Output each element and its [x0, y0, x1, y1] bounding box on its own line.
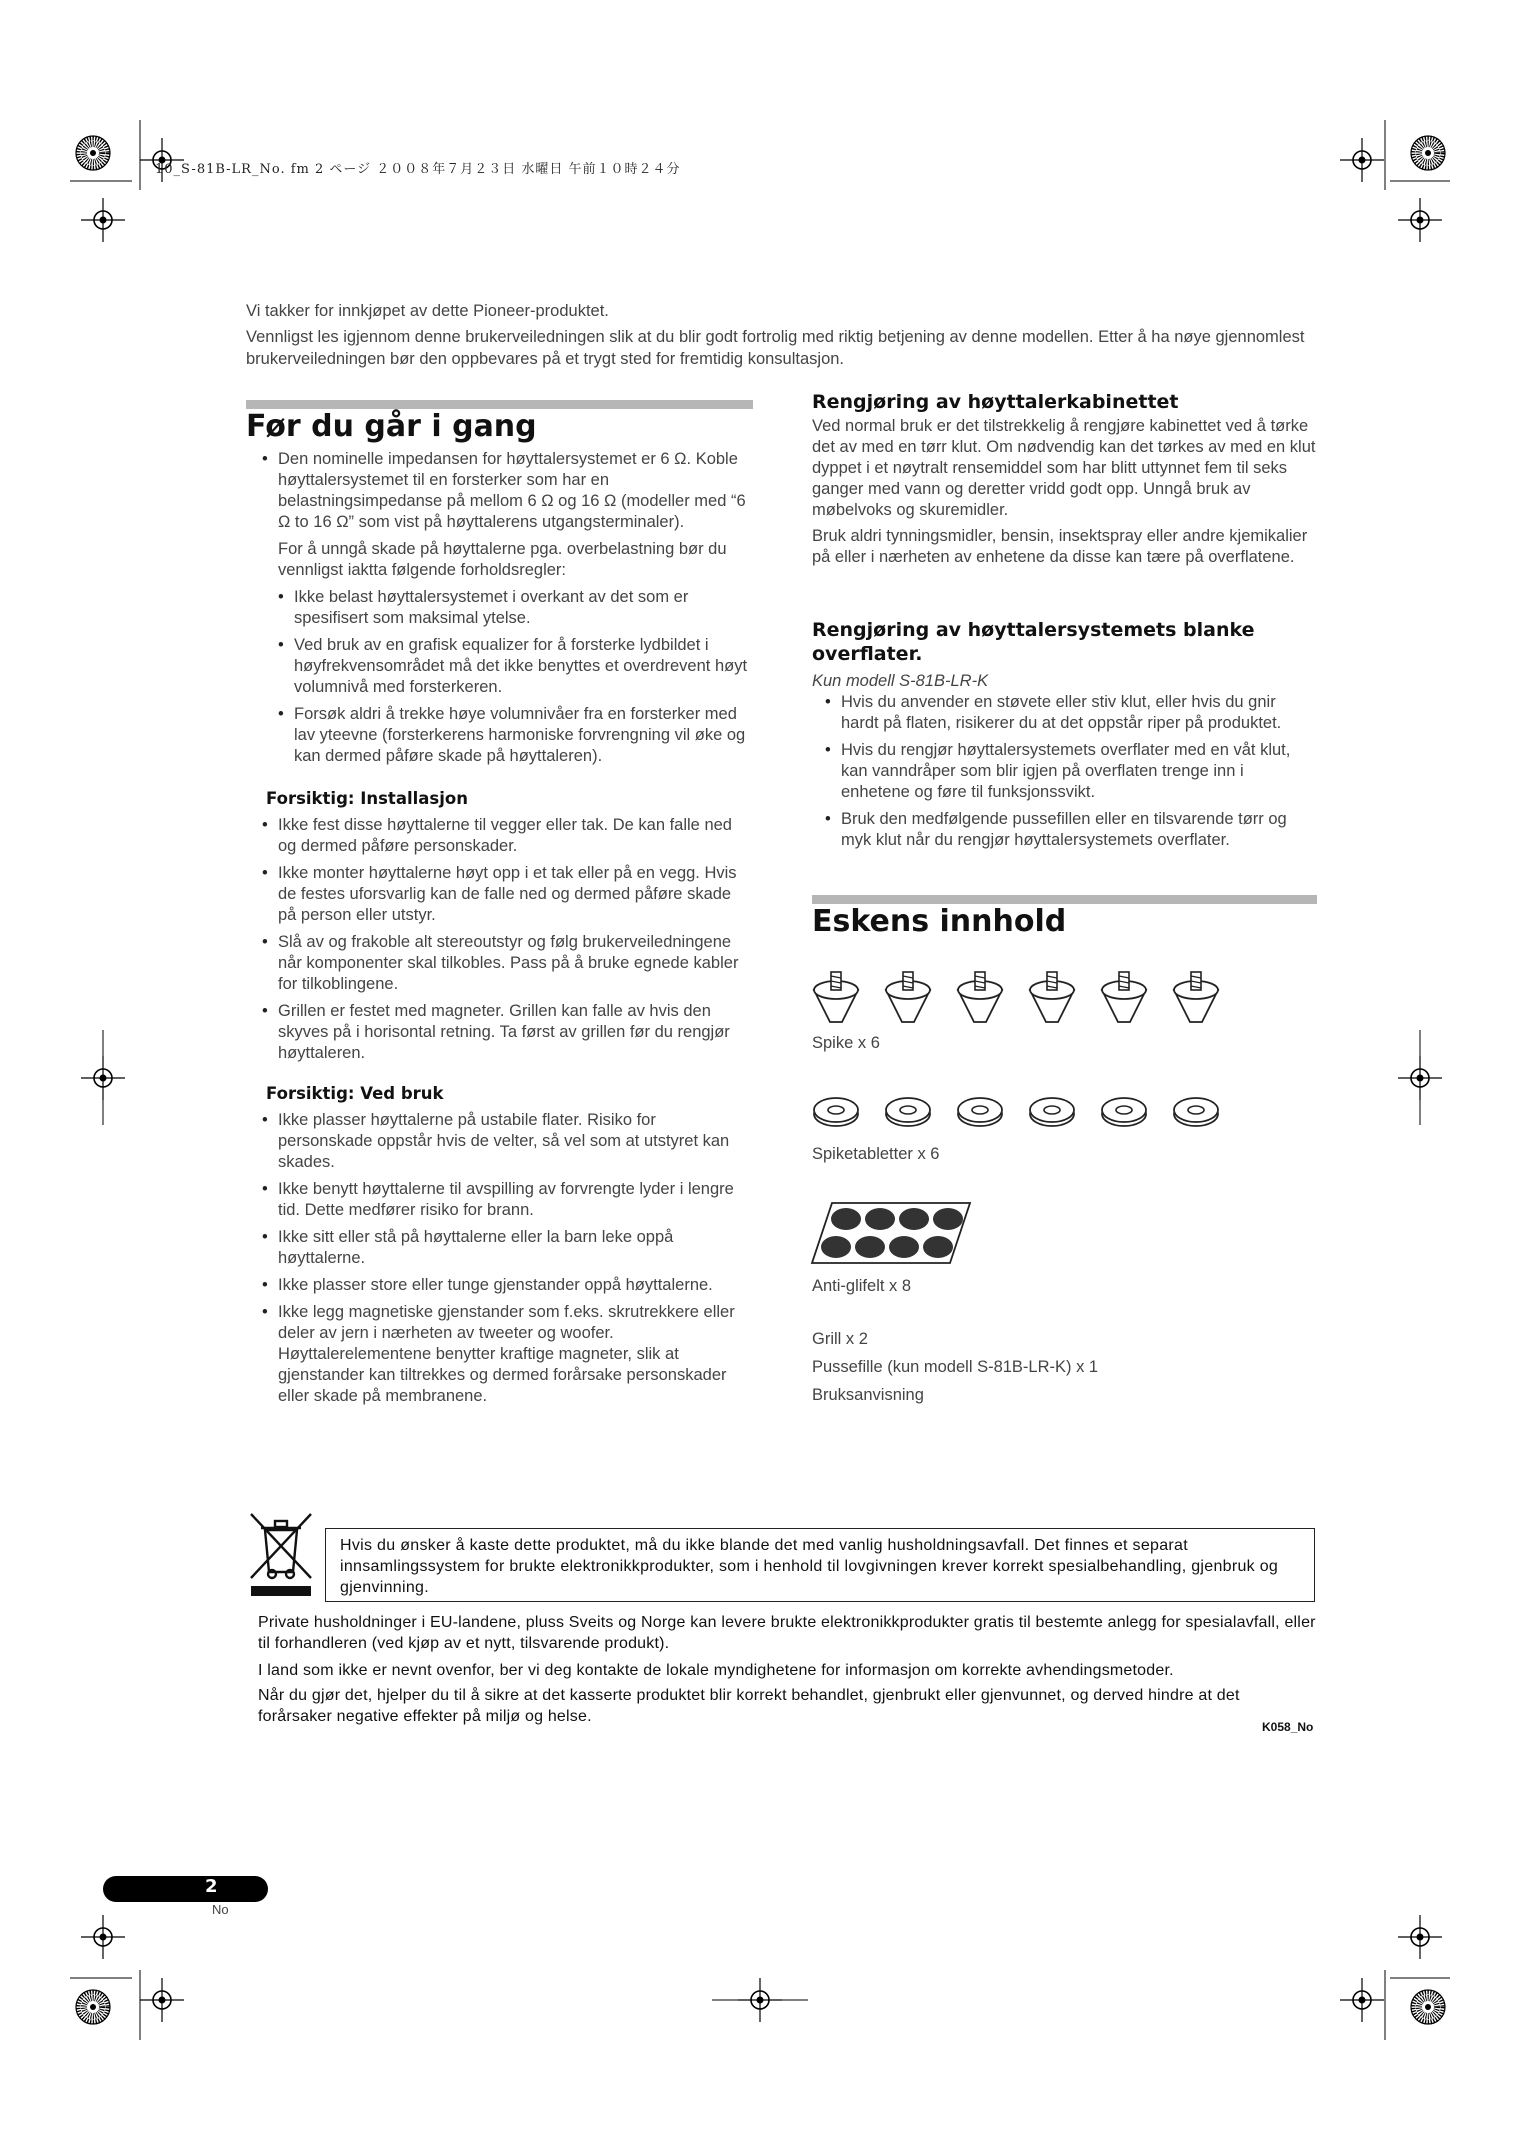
list-item: • Grillen er festet med magneter. Grillen kan falle av hvis den skyves på i horisontal retning. Ta først av grillen før du rengjør høyttaleren.	[262, 1001, 754, 1064]
star-mark-icon	[76, 136, 110, 170]
list-item: • Bruk den medfølgende pussefillen eller en tilsvarende tørr og myk klut når du rengjør høyttalersystemets overflater.	[825, 809, 1317, 851]
weee-bin-icon	[247, 1510, 315, 1602]
felt-label: Anti-glifelt x 8	[812, 1277, 912, 1295]
weee-notice-box	[325, 1528, 1315, 1602]
star-mark-icon	[1411, 136, 1445, 170]
tablet-icon	[814, 1098, 858, 1126]
use-heading: Forsiktig: Ved bruk	[266, 1084, 444, 1103]
tablet-icon	[886, 1098, 930, 1126]
crosshair-mark-icon	[81, 198, 125, 242]
crosshair-mark-icon	[1398, 1915, 1442, 1959]
spike-icon	[1174, 972, 1218, 1022]
list-item: • Hvis du rengjør høyttalersystemets overflater med en våt klut, kan vanndråper som blir igjen på overflaten trenge inn i enhetene og føre til funksjonssvikt.	[825, 740, 1317, 803]
spike-icon	[1102, 972, 1146, 1022]
cabinet-cleaning-heading: Rengjøring av høyttalerkabinettet	[812, 391, 1179, 413]
tablet-icon	[1030, 1098, 1074, 1126]
impedance-bullet: • Den nominelle impedansen for høyttalersystemet er 6 Ω. Koble høyttalersystemet til en forsterker som har en belastningsimpedanse på mellom 6 Ω og 16 Ω (modeller med “6 Ω to 16 Ω” som vist på høyttalerens utgangsterminaler).	[262, 449, 754, 533]
page-language: No	[212, 1902, 229, 1917]
tablet-label: Spiketabletter x 6	[812, 1145, 940, 1163]
weee-notice-text: Hvis du ønsker å kaste dette produktet, må du ikke blande det med vanlig husholdningsavfall. Det finnes et separat innsamlingssystem for brukte elektronikkprodukter, som i henhold til lovgivningen krever korrekt spesialbehandling, gjenbruk og gjenvinning.	[340, 1537, 1279, 1596]
spike-icon	[1030, 972, 1074, 1022]
page-number: 2	[205, 1876, 218, 1897]
gloss-list	[825, 692, 1317, 857]
install-list	[262, 815, 754, 1070]
section-bar	[812, 895, 1317, 904]
install-heading: Forsiktig: Installasjon	[266, 789, 468, 808]
before-start-title: Før du går i gang	[246, 409, 537, 444]
box-contents-title: Eskens innhold	[812, 904, 1067, 939]
star-mark-icon	[76, 1990, 110, 2024]
list-item: • Ikke benytt høyttalerne til avspilling av forvrengte lyder i lengre tid. Dette medfører risiko for brann.	[262, 1179, 754, 1221]
cloth-label: Pussefille (kun modell S-81B-LR-K) x 1	[812, 1358, 1099, 1376]
tablet-icon	[1174, 1098, 1218, 1126]
crosshair-mark-icon	[1340, 1978, 1384, 2022]
crosshair-mark-icon	[81, 1915, 125, 1959]
tablet-icon	[1102, 1098, 1146, 1126]
spike-label: Spike x 6	[812, 1034, 880, 1052]
weee-benefit: Når du gjør det, hjelper du til å sikre at det kasserte produktet blir korrekt behandlet, gjenbrukt eller gjenvunnet, og derved hindre at det forårsaker negative effekter på miljø og helse.	[258, 1687, 1240, 1725]
spike-icon	[814, 972, 858, 1022]
spike-icon	[958, 972, 1002, 1022]
intro-thanks: Vi takker for innkjøpet av dette Pioneer-produktet.	[246, 302, 609, 320]
spike-icon	[886, 972, 930, 1022]
cabinet-cleaning-text: Ved normal bruk er det tilstrekkelig å rengjøre kabinettet ved å tørke det av med en tørr klut. Om nødvendig kan det tørkes av med en klut dyppet i et nøytralt rensemiddel som har blitt uttynnet fem til seks ganger med vann og deretter vridd godt opp. Unngå bruk av møbelvoks og skuremidler.	[812, 417, 1316, 519]
list-item: • Ikke legg magnetiske gjenstander som f.eks. skrutrekkere eller deler av jern i nærheten av tweeter og woofer. Høyttalerelementene benytter kraftige magneter, slik at gjenstander kan tiltrekkes og dermed forårsake personskader eller skade på membranene.	[262, 1302, 754, 1407]
file-header: 10_S-81B-LR_No. fm 2 ページ ２００８年７月２３日 水曜日 午前１０時２４分	[155, 162, 681, 177]
list-item: • Ikke sitt eller stå på høyttalerne eller la barn leke oppå høyttalerne.	[262, 1227, 754, 1269]
list-item: • Ikke plasser store eller tunge gjenstander oppå høyttalerne.	[262, 1275, 754, 1296]
list-item: • Hvis du anvender en støvete eller stiv klut, eller hvis du gnir hardt på flaten, risikerer du at det oppstår riper på produktet.	[825, 692, 1317, 734]
crosshair-mark-icon	[140, 1978, 184, 2022]
section-bar	[246, 400, 753, 409]
weee-private-households: Private husholdninger i EU-landene, pluss Sveits og Norge kan levere brukte elektronikkprodukter gratis til bestemte anlegg for spesialavfall, eller til forhandleren (ved kjøp av et nytt, tilsvarende produkt).	[258, 1614, 1316, 1652]
list-item: • Ikke plasser høyttalerne på ustabile flater. Risiko for personskade oppstår hvis de velter, så vel som at utstyret kan skades.	[262, 1110, 754, 1173]
list-item: • Ved bruk av en grafisk equalizer for å forsterke lydbildet i høyfrekvensområdet må det ikke benyttes et overdrevent høyt volumnivå med forsterkeren.	[278, 635, 754, 698]
felt-pads-illustration	[810, 1200, 980, 1266]
list-item: • Forsøk aldri å trekke høye volumnivåer fra en forsterker med lav yteevne (forsterkerens harmoniske forvrengning vil øke og kan dermed påføre skade på høyttaleren).	[278, 704, 754, 767]
gloss-cleaning-heading: Rengjøring av høyttalersystemets blanke overflater.	[812, 619, 1255, 665]
spike-tablets-illustration	[810, 1092, 1230, 1132]
intro-instructions: Vennligst les igjennom denne brukerveiledningen slik at du blir godt fortrolig med riktig betjening av denne modellen. Etter å ha nøye gjennomlest brukerveiledningen bør den oppbevares på et trygt sted for fremtidig konsultasjon.	[246, 328, 1305, 368]
list-item: • Ikke belast høyttalersystemet i overkant av det som er spesifisert som maksimal ytelse.	[278, 587, 754, 629]
weee-other-countries: I land som ikke er nevnt ovenfor, ber vi deg kontakte de lokale myndighetene for informasjon om korrekte avhendingsmetoder.	[258, 1662, 1174, 1679]
manual-label: Bruksanvisning	[812, 1386, 924, 1404]
use-list	[262, 1110, 754, 1413]
list-item: • Ikke fest disse høyttalerne til vegger eller tak. De kan falle ned og dermed påføre personskader.	[262, 815, 754, 857]
spikes-illustration	[810, 968, 1230, 1028]
overload-intro: For å unngå skade på høyttalerne pga. overbelastning bør du vennligst iaktta følgende forholdsregler:	[278, 540, 727, 579]
weee-code: K058_No	[1262, 1720, 1314, 1734]
grill-label: Grill x 2	[812, 1330, 868, 1348]
tablet-icon	[958, 1098, 1002, 1126]
gloss-model-note: Kun modell S-81B-LR-K	[812, 672, 989, 690]
star-mark-icon	[1411, 1990, 1445, 2024]
crosshair-mark-icon	[1340, 138, 1384, 182]
list-item: • Slå av og frakoble alt stereoutstyr og følg brukerveiledningene når komponenter skal tilkobles. Pass på å bruke egnede kabler for tilkoblingene.	[262, 932, 754, 995]
page-tab	[103, 1876, 268, 1902]
cabinet-chemicals-text: Bruk aldri tynningsmidler, bensin, insektspray eller andre kjemikalier på eller i nærheten av enhetene da disse kan tære på overflatene.	[812, 527, 1308, 566]
list-item: • Ikke monter høyttalerne høyt opp i et tak eller på en vegg. Hvis de festes uforsvarlig kan de falle ned og dermed påføre skade på person eller utstyr.	[262, 863, 754, 926]
crosshair-mark-icon	[1398, 198, 1442, 242]
before-start-section	[262, 449, 754, 773]
